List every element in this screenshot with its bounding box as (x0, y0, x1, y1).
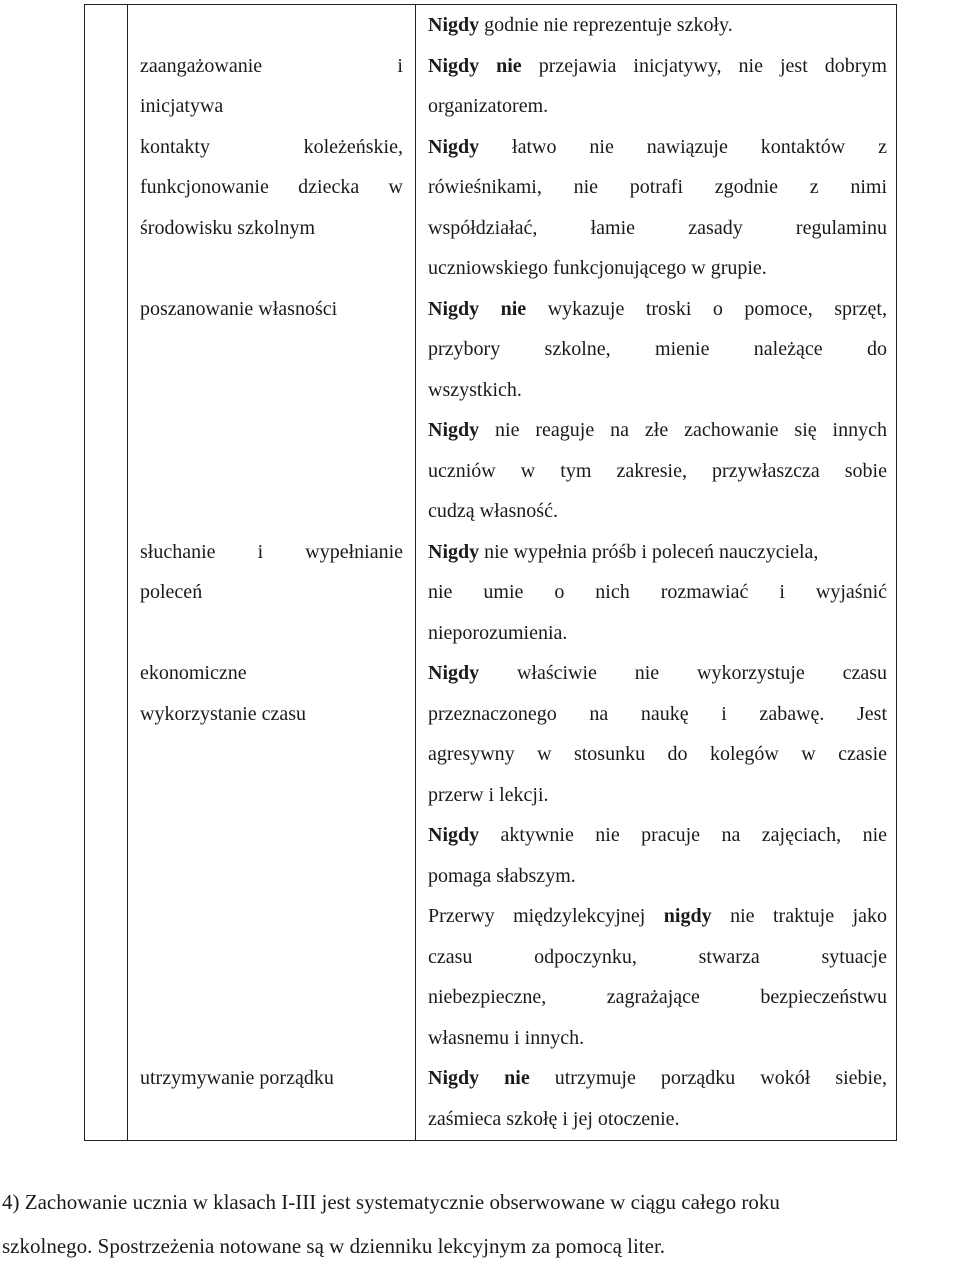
bold-keyword: Nigdy (428, 419, 480, 441)
description-line (428, 491, 887, 532)
description-line (428, 1058, 887, 1099)
category-line: zaangażowanie i (140, 54, 403, 77)
description-text: Przerwy międzylekcyjnej (428, 905, 664, 927)
description-line (428, 248, 887, 289)
description-text: wykazuje troski o pomoce, sprzęt, (526, 297, 887, 320)
category-line: wykorzystanie czasu (140, 702, 307, 725)
description-line (428, 815, 887, 856)
footer-line: 4) Zachowanie ucznia w klasach I-III jest systematycznie obserwowane w ciągu całego roku (2, 1190, 780, 1214)
description-line (428, 977, 887, 1018)
description-text: zaśmieca szkołę i jej otoczenie. (428, 1107, 680, 1130)
description-text: godnie nie reprezentuje szkoły. (479, 14, 733, 36)
category-line: funkcjonowanie dziecka w (140, 176, 403, 198)
behavior-table (84, 4, 897, 1141)
description-text: uczniów w tym zakresie, przywłaszcza sobie (428, 459, 887, 482)
table-column-divider (415, 5, 416, 1140)
description-text: pomaga słabszym. (428, 864, 576, 887)
description-line (428, 694, 887, 735)
description-line (428, 937, 887, 978)
category-line: inicjatywa (140, 95, 224, 117)
bold-keyword: nigdy (663, 905, 712, 927)
category-line: poleceń (140, 581, 203, 603)
description-line (428, 127, 887, 168)
description-text: przerw i lekcji. (428, 783, 549, 806)
description-line (428, 329, 887, 370)
description-text: łatwo nie nawiązuje kontaktów z (479, 135, 887, 158)
description-text: nieporozumienia. (428, 621, 568, 644)
description-text: przejawia inicjatywy, nie jest dobrym (521, 54, 887, 77)
footer-line: szkolnego. Spostrzeżenia notowane są w dzienniku lekcyjnym za pomocą liter. (2, 1234, 666, 1258)
description-line (428, 1099, 887, 1140)
bold-keyword: Nigdy (428, 540, 480, 563)
description-line (428, 856, 887, 897)
description-text: niebezpieczne, zagrażające bezpieczeństwu (428, 986, 887, 1008)
description-text: uczniowskiego funkcjonującego w grupie. (428, 257, 767, 279)
description-line (428, 370, 887, 411)
description-text: czasu odpoczynku, stwarza sytuacje (428, 945, 887, 968)
description-line (428, 86, 887, 127)
description-line (428, 167, 887, 208)
description-text: współdziałać, łamie zasady regulaminu (428, 216, 887, 239)
bold-keyword: Nigdy (428, 14, 480, 36)
description-text: nie reaguje na złe zachowanie się innych (479, 419, 887, 441)
table-blank-column (85, 5, 128, 1140)
bold-keyword: Nigdy (428, 824, 480, 846)
description-line (428, 1018, 887, 1059)
description-line (428, 46, 887, 87)
description-text: przybory szkolne, mienie należące do (428, 338, 887, 360)
description-text: agresywny w stosunku do kolegów w czasie (428, 743, 887, 765)
description-text: właściwie nie wykorzystuje czasu (479, 662, 887, 684)
category-line: słuchanie i wypełnianie (140, 540, 403, 563)
description-text: nie umie o nich rozmawiać i wyjaśnić (428, 581, 887, 603)
description-line (428, 734, 887, 775)
description-line (428, 5, 887, 46)
description-text: utrzymuje porządku wokół siebie, (529, 1067, 887, 1089)
category-line: kontakty koleżeńskie, (140, 135, 403, 158)
description-line (428, 532, 887, 573)
description-line (428, 289, 887, 330)
description-text: wszystkich. (428, 378, 522, 401)
description-text: cudzą własność. (428, 500, 558, 522)
bold-keyword: Nigdy nie (428, 54, 522, 77)
description-line (428, 613, 887, 654)
bold-keyword: Nigdy (428, 135, 480, 158)
description-text: aktywnie nie pracuje na zajęciach, nie (479, 824, 887, 846)
bold-keyword: Nigdy nie (428, 297, 527, 320)
category-line: środowisku szkolnym (140, 216, 315, 239)
description-text: własnemu i innych. (428, 1026, 585, 1049)
category-line: ekonomiczne (140, 662, 247, 684)
description-text: rówieśnikami, nie potrafi zgodnie z nimi (428, 176, 887, 198)
description-text: organizatorem. (428, 95, 549, 117)
description-text: nie traktuje jako (711, 905, 887, 927)
description-text: nie wypełnia próśb i poleceń nauczyciela, (479, 540, 819, 563)
description-line (428, 410, 887, 451)
bold-keyword: Nigdy (428, 662, 480, 684)
bold-keyword: Nigdy nie (428, 1067, 530, 1089)
description-text: przeznaczonego na naukę i zabawę. Jest (428, 702, 887, 725)
description-line (428, 451, 887, 492)
category-line: utrzymywanie porządku (140, 1067, 334, 1089)
description-line (428, 572, 887, 613)
description-line (428, 653, 887, 694)
description-line (428, 896, 887, 937)
category-line: poszanowanie własności (140, 297, 338, 320)
description-line (428, 775, 887, 816)
description-line (428, 208, 887, 249)
